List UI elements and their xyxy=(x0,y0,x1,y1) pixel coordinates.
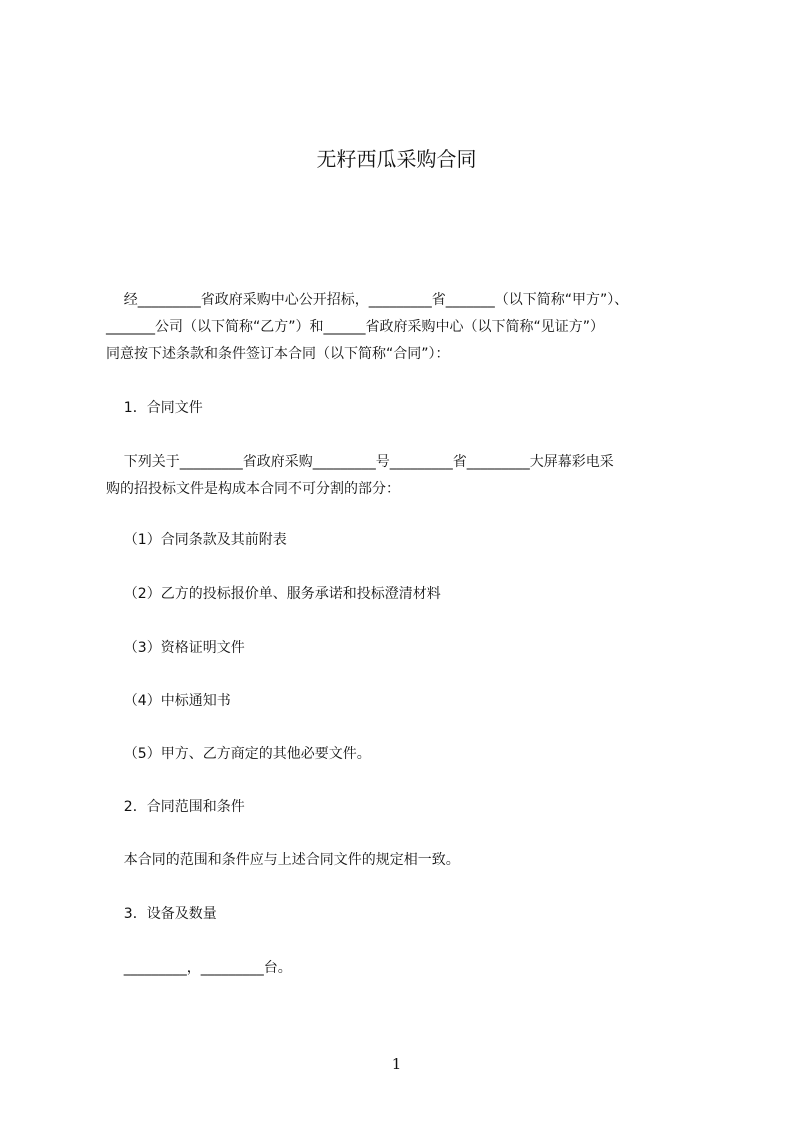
section-3-text: _________，_________台。 xyxy=(106,960,292,976)
section-1-item: （5）甲方、乙方商定的其他必要文件。 xyxy=(106,746,371,762)
section-1-heading: 1．合同文件 xyxy=(106,400,203,416)
section-1-text-line-1: 下列关于_________省政府采购_________号_________省_________大屏幕彩电采 xyxy=(106,454,614,470)
intro-paragraph-line-3: 同意按下述条款和条件签订本合同（以下简称“合同”）： xyxy=(106,346,450,362)
section-1-item: （1）合同条款及其前附表 xyxy=(106,532,287,548)
document-title: 无籽西瓜采购合同 xyxy=(316,147,477,171)
page-number: 1 xyxy=(391,1055,402,1073)
section-2-text: 本合同的范围和条件应与上述合同文件的规定相一致。 xyxy=(106,852,460,868)
section-1-item: （3）资格证明文件 xyxy=(106,640,245,656)
section-1-item: （4）中标通知书 xyxy=(106,693,231,709)
section-2-heading: 2．合同范围和条件 xyxy=(106,799,245,815)
section-1-text-line-2: 购的招投标文件是构成本合同不可分割的部分： xyxy=(106,481,400,497)
section-1-item: （2）乙方的投标报价单、服务承诺和投标澄清材料 xyxy=(106,586,441,602)
intro-paragraph-line-1: 经_________省政府采购中心公开招标，_________省_______（以下简称“甲方”）、 xyxy=(106,292,629,308)
intro-paragraph-line-2: _______公司（以下简称“乙方”）和______省政府采购中心（以下简称“见证方”） xyxy=(106,319,605,335)
section-3-heading: 3．设备及数量 xyxy=(106,906,217,922)
